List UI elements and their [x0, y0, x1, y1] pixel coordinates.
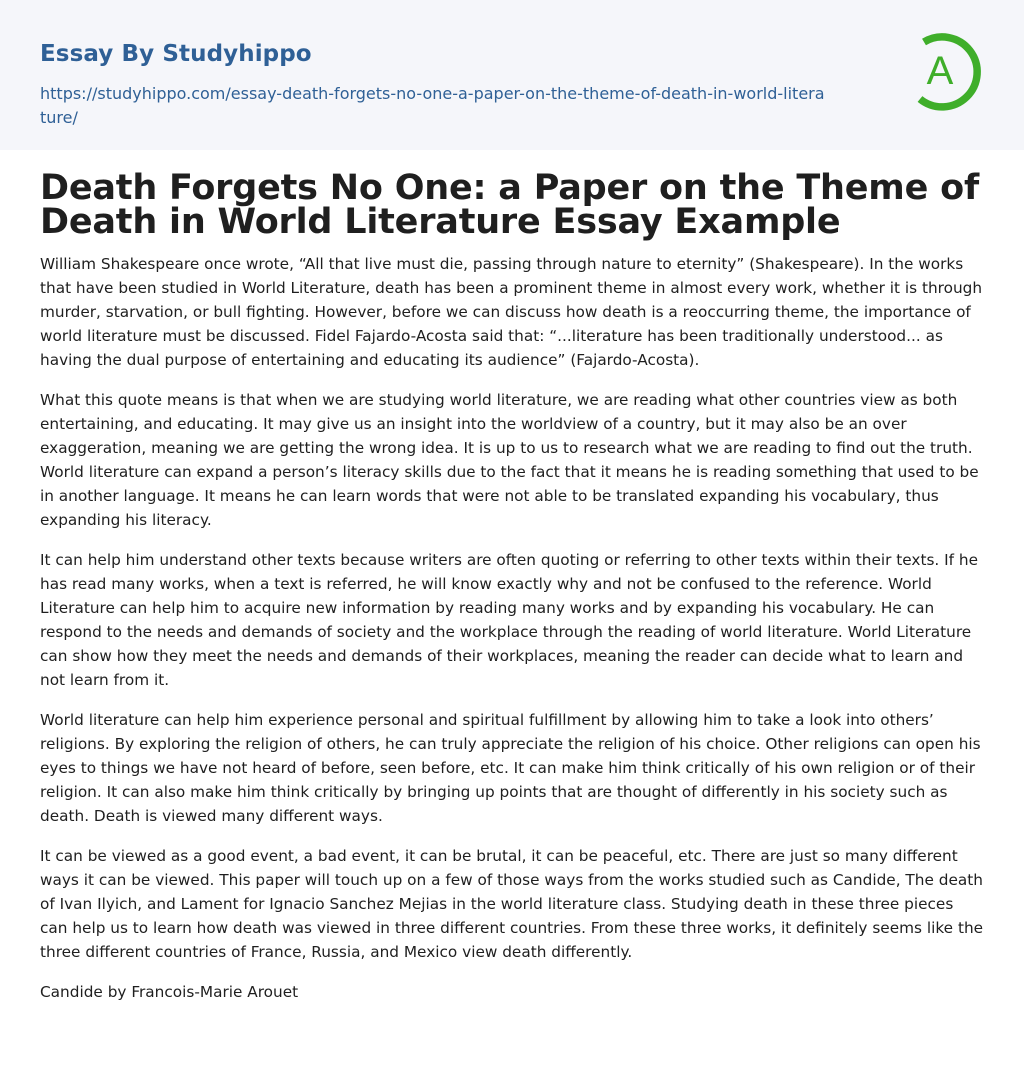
source-url-link[interactable]: https://studyhippo.com/essay-death-forgets-no-one-a-paper-on-the-theme-of-death-in-world-literature/	[40, 84, 825, 127]
paragraph: William Shakespeare once wrote, “All that live must die, passing through nature to eternity” (Shakespeare). In the works that have been studied in World Literature, death has been a prominent theme in almost every work, whether it is through murder, starvation, or bull fighting. However, before we can discuss how death is a reoccurring theme, the importance of world literature must be discussed. Fidel Fajardo-Acosta said that: “...literature has been traditionally understood... as having the dual purpose of entertaining and educating its audience” (Fajardo-Acosta).	[40, 255, 983, 369]
paragraph: It can help him understand other texts because writers are often quoting or referring to other texts within their texts. If he has read many works, when a text is referred, he will know exactly why and not be confused to the reference. World Literature can help him to acquire new information by reading many works and by expanding his vocabulary. He can respond to the needs and demands of society and the workplace through the reading of world literature. World Literature can show how they meet the needs and demands of their workplaces, meaning the reader can decide what to learn and not learn from it.	[40, 551, 979, 689]
site-brand[interactable]: Essay By Studyhippo	[40, 41, 312, 67]
article	[0, 150, 1024, 1004]
studyhippo-logo-icon[interactable]	[912, 29, 986, 115]
section-heading-candide: Candide by Francois-Marie Arouet	[40, 983, 299, 1001]
site-header	[0, 0, 1024, 150]
paragraph: What this quote means is that when we are studying world literature, we are reading what other countries view as both entertaining, and educating. It may give us an insight into the worldview of a country, but it may also be an over exaggeration, meaning we are getting the wrong idea. It is up to us to research what we are reading to find out the truth. World literature can expand a person’s literacy skills due to the fact that it means he is reading something that used to be in another language. It means he can learn words that were not able to be translated expanding his vocabulary, thus expanding his literacy.	[40, 391, 979, 529]
page-title: Death Forgets No One: a Paper on the Theme of Death in World Literature Essay Example	[40, 168, 979, 242]
paragraph: World literature can help him experience personal and spiritual fulfillment by allowing him to take a look into others’ religions. By exploring the religion of others, he can truly appreciate the religion of his choice. Other religions can open his eyes to things we have not heard of before, seen before, etc. It can make him think critically of his own religion or of their religion. It can also make him think critically by bringing up points that are thought of differently in his society such as death. Death is viewed many different ways.	[40, 711, 981, 825]
paragraph: It can be viewed as a good event, a bad event, it can be brutal, it can be peaceful, etc. There are just so many different ways it can be viewed. This paper will touch up on a few of those ways from the works studied such as Candide, The death of Ivan Ilyich, and Lament for Ignacio Sanchez Mejias in the world literature class. Studying death in these three pieces can help us to learn how death was viewed in three different countries. From these three works, it definitely seems like the three different countries of France, Russia, and Mexico view death differently.	[40, 847, 984, 961]
logo-letter: A	[926, 49, 954, 93]
